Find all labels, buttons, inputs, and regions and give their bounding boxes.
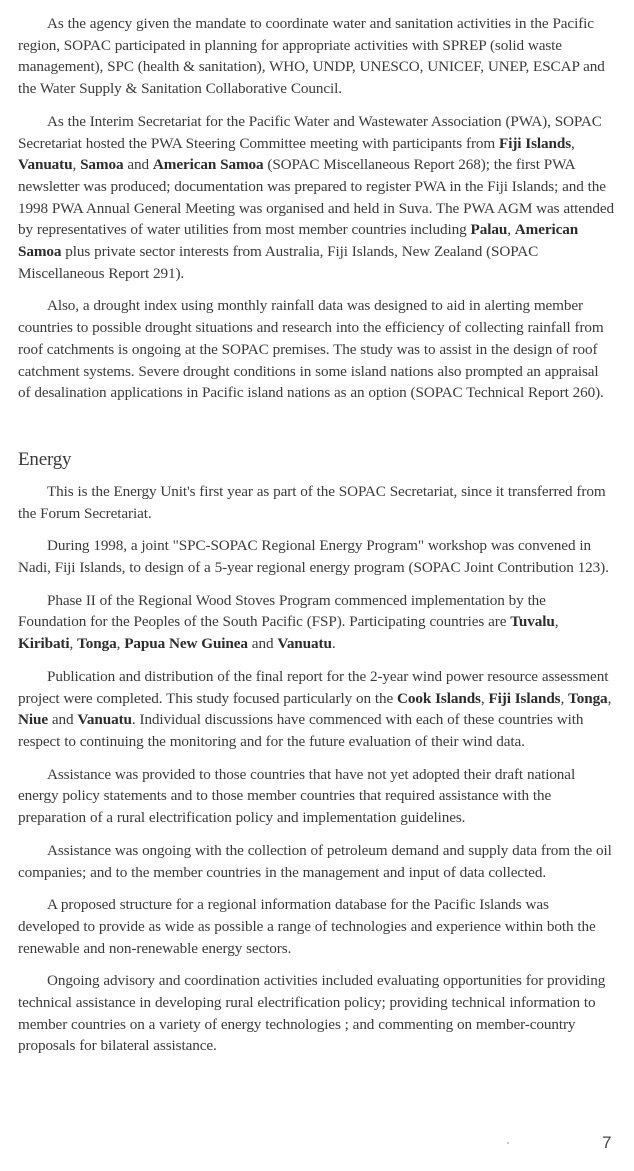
country-name: Tonga [568,689,608,707]
paragraph-energy-unit: This is the Energy Unit's first year as part of the SOPAC Secretariat, since it transferred from the Forum Secretariat. [18,482,606,522]
country-name: Fiji Islands [499,134,572,152]
country-name: American Samoa [18,221,579,261]
country-name: Palau [470,221,508,239]
country-name: Fiji Islands [488,689,561,707]
country-name: American Samoa [152,156,264,174]
paragraph-drought-index: Also, a drought index using monthly rainfall data was designed to aid in alerting member countries to possible drought situations and research into the efficiency of collecting rainfall from roof catchments is ongoing at the SOPAC premises. The study was to assist in the design of roof catchment systems. Severe drought conditions in some island nations also prompted an appraisal of desalination applications in Pacific island nations as an option (SOPAC Technical Report 260). [18,297,604,402]
country-name: Samoa [80,156,124,174]
paragraph-coordination: As the agency given the mandate to coordinate water and sanitation activities in the Pacific region, SOPAC participated in planning for appropriate activities with SPREP (solid waste management), SPC (health & sanitation), WHO, UNDP, UNESCO, UNICEF, UNEP, ESCAP and the Water Supply & Sanitation Collaborative Council. [18,15,605,98]
country-name: Kiribati [18,635,70,653]
paragraph-advisory-activities: Ongoing advisory and coordination activities included evaluating opportunities for providing technical assistance in developing rural electrification policy; providing technical information to member countries on a variety of energy technologies ; and commenting on member-country proposals for bilateral assistance. [18,972,606,1055]
country-name: Vanuatu [277,635,332,653]
paragraph-wind-power: Publication and distribution of the final report for the 2-year wind power resource assessment project were completed. This study focused particularly on the Cook Islands, Fiji Islands, Tonga, Niue and Vanuatu. Individual discussions have commenced with each of these countries with respect to continuing the monitoring and for the future evaluation of their wind data. [18,667,612,750]
energy-section [18,448,614,1057]
country-name: Papua New Guinea [124,635,248,653]
paragraph-pwa: As the Interim Secretariat for the Pacific Water and Wastewater Association (PWA), SOPAC Secretariat hosted the PWA Steering Committee meeting with participants from Fiji Islands, Vanuatu, Samoa and American Samoa (SOPAC Miscellaneous Report 268); the first PWA newsletter was produced; documentation was prepared to register PWA in the Fiji Islands; and the 1998 PWA Annual General Meeting was organised and held in Suva. The PWA AGM was attended by representatives of water utilities from most member countries including Palau, American Samoa plus private sector interests from Australia, Fiji Islands, New Zealand (SOPAC Miscellaneous Report 291). [18,112,614,282]
country-name: Tuvalu [510,613,555,631]
page-number: 7 [602,1133,612,1152]
paragraph-information-database: A proposed structure for a regional information database for the Pacific Islands was developed to provide as wide as possible a range of technologies and experience within both the renewable and non-renewable energy sectors. [18,896,596,957]
paragraph-policy-assistance: Assistance was provided to those countries that have not yet adopted their draft national energy policy statements and to those member countries that required assistance with the preparation of a rural electrification policy and implementation guidelines. [18,765,576,827]
country-name: Vanuatu [77,711,132,729]
paragraph-workshop: During 1998, a joint "SPC-SOPAC Regional Energy Program" workshop was convened in Nadi, Fiji Islands, to design of a 5-year regional energy program (SOPAC Joint Contribution 123). [18,537,609,577]
water-section [18,13,614,404]
section-heading-energy: Energy [18,448,72,470]
country-name: Tonga [77,635,117,653]
country-name: Niue [18,711,48,729]
country-name: Vanuatu [18,156,73,174]
country-name: Cook Islands [397,689,481,707]
paragraph-wood-stoves: Phase II of the Regional Wood Stoves Program commenced implementation by the Foundation for the Peoples of the South Pacific (FSP). Participating countries are Tuvalu, Kiribati, Tonga, Papua New Guinea and Vanuatu. [18,591,559,653]
paragraph-petroleum-data: Assistance was ongoing with the collection of petroleum demand and supply data from the oil companies; and to the member countries in the management and input of data collected. [18,841,612,881]
scan-speck [507,1142,509,1144]
document-page [18,0,614,1057]
